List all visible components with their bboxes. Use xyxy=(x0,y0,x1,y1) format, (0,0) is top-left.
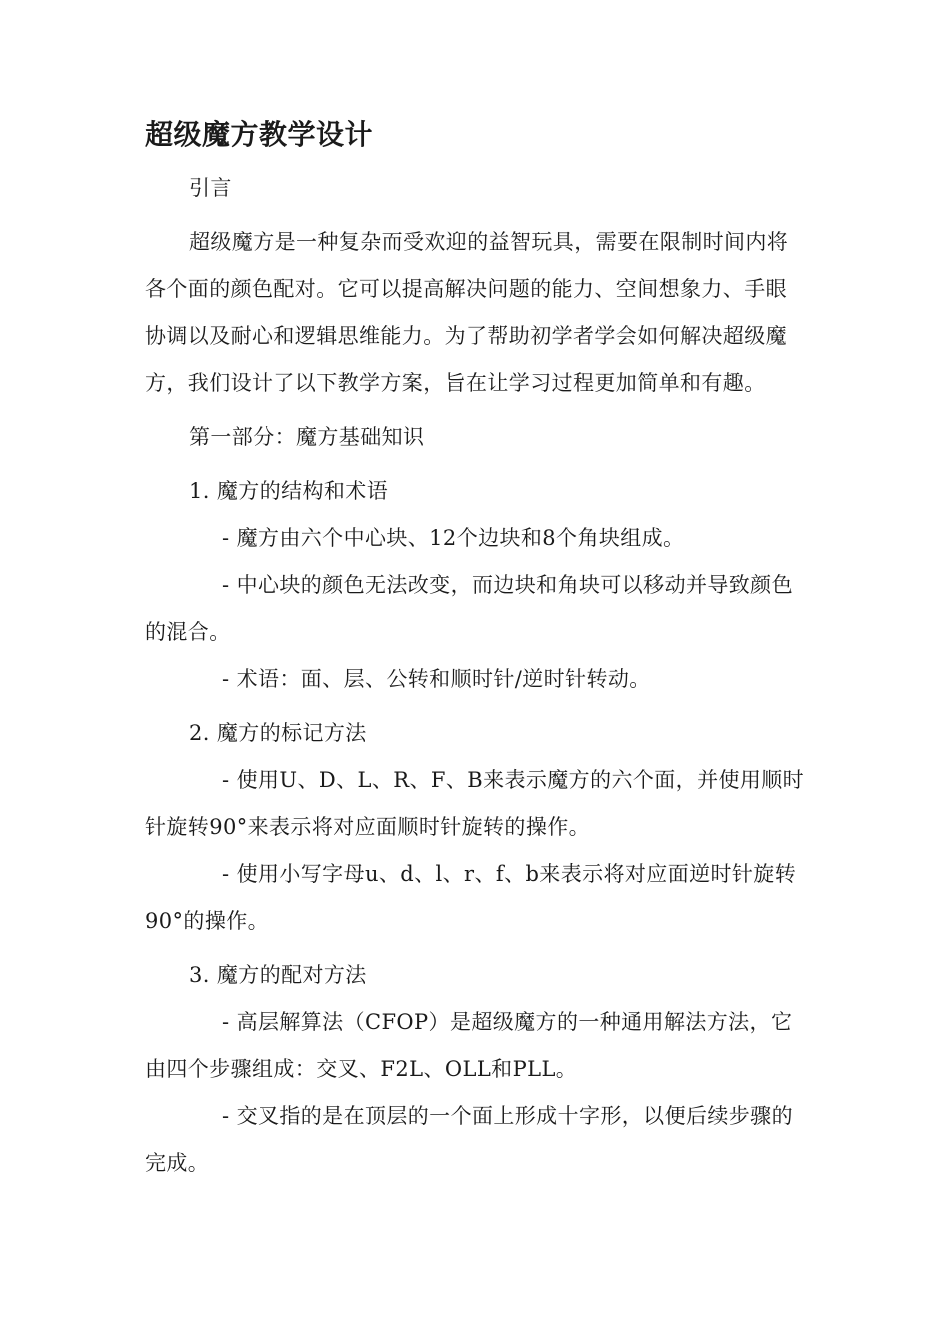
bullet-cross: - 交叉指的是在顶层的一个面上形成十字形，以便后续步骤的完成。 xyxy=(145,1104,793,1175)
list-item-solving: 3. 魔方的配对方法 xyxy=(189,963,367,987)
section-heading-part1: 第一部分：魔方基础知识 xyxy=(189,425,425,449)
document-title: 超级魔方教学设计 xyxy=(145,118,374,151)
bullet-center-color: - 中心块的颜色无法改变，而边块和角块可以移动并导致颜色的混合。 xyxy=(145,573,793,644)
bullet-cfop: - 高层解算法（CFOP）是超级魔方的一种通用解法方法，它由四个步骤组成：交叉、F2L、OLL和PLL。 xyxy=(145,1010,793,1081)
list-item-notation: 2. 魔方的标记方法 xyxy=(189,721,367,745)
bullet-lowercase-notation: - 使用小写字母u、d、l、r、f、b来表示将对应面逆时针旋转90°的操作。 xyxy=(145,862,797,933)
bullet-terms: - 术语：面、层、公转和顺时针/逆时针转动。 xyxy=(222,667,651,691)
heading-introduction: 引言 xyxy=(189,176,232,200)
bullet-pieces: - 魔方由六个中心块、12个边块和8个角块组成。 xyxy=(222,526,685,550)
intro-paragraph: 超级魔方是一种复杂而受欢迎的益智玩具，需要在限制时间内将各个面的颜色配对。它可以提高解决问题的能力、空间想象力、手眼协调以及耐心和逻辑思维能力。为了帮助初学者学会如何解决超级魔方，我们设计了以下教学方案，旨在让学习过程更加简单和有趣。 xyxy=(145,230,789,395)
bullet-uppercase-notation: - 使用U、D、L、R、F、B来表示魔方的六个面，并使用顺时针旋转90°来表示将对应面顺时针旋转的操作。 xyxy=(145,768,805,839)
list-item-structure: 1. 魔方的结构和术语 xyxy=(189,479,389,503)
document-body xyxy=(145,165,805,1187)
